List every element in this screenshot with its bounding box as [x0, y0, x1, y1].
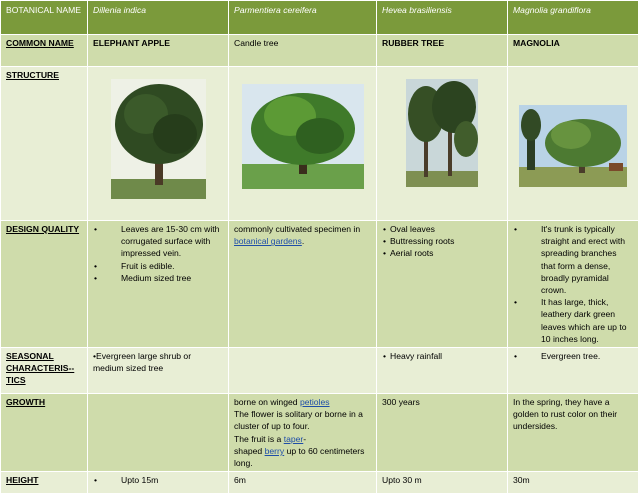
common-name-label: COMMON NAME — [1, 35, 88, 67]
growth-hevea: 300 years — [377, 394, 508, 472]
common-name-row — [1, 35, 638, 67]
growth-magnolia: In the spring, they have a golden to rust color on their undersides. — [508, 394, 638, 472]
height-dillenia — [88, 472, 229, 494]
structure-row — [1, 67, 638, 221]
hevea-tree-image — [377, 67, 508, 221]
design-quality-row — [1, 221, 638, 348]
species-magnolia: Magnolia grandiflora — [508, 1, 638, 35]
botanical-gardens-link[interactable]: botanical gardens — [234, 236, 302, 246]
magnolia-tree-image — [508, 67, 638, 221]
list-item: • Leaves are 15-30 cm with corrugated surface with impressed vein. — [93, 223, 223, 260]
seasonal-dillenia: •Evergreen large shrub or medium sized tree — [88, 348, 229, 394]
header-row — [1, 1, 638, 35]
seasonal-magnolia — [508, 348, 638, 394]
design-quality-label: DESIGN QUALITY — [1, 221, 88, 348]
list-item: • Heavy rainfall — [382, 350, 502, 362]
seasonal-row — [1, 348, 638, 394]
list-item: • Fruit is edible. — [93, 260, 223, 272]
common-name-hevea: RUBBER TREE — [377, 35, 508, 67]
seasonal-parmentiera — [229, 348, 377, 394]
growth-dillenia — [88, 394, 229, 472]
seasonal-label: SEASONAL CHARACTERIS--TICS — [1, 348, 88, 394]
structure-label: STRUCTURE — [1, 67, 88, 221]
height-magnolia: 30m — [508, 472, 638, 494]
species-parmentiera: Parmentiera cereifera — [229, 1, 377, 35]
design-quality-hevea — [377, 221, 508, 348]
height-parmentiera: 6m — [229, 472, 377, 494]
design-quality-parmentiera: commonly cultivated specimen in botanical gardens. — [229, 221, 377, 348]
botanical-name-label: BOTANICAL NAME — [1, 1, 88, 35]
design-quality-magnolia — [508, 221, 638, 348]
berry-link[interactable]: berry — [265, 446, 285, 456]
height-row — [1, 472, 638, 494]
growth-label: GROWTH — [1, 394, 88, 472]
species-dillenia: Dillenia indica — [88, 1, 229, 35]
common-name-dillenia: ELEPHANT APPLE — [88, 35, 229, 67]
petioles-link[interactable]: petioles — [300, 397, 330, 407]
design-quality-dillenia — [88, 221, 229, 348]
list-item: • Medium sized tree — [93, 272, 223, 284]
list-item: • Aerial roots — [382, 247, 502, 259]
common-name-magnolia: MAGNOLIA — [508, 35, 638, 67]
list-item: • Oval leaves — [382, 223, 502, 235]
height-hevea: Upto 30 m — [377, 472, 508, 494]
taper-link[interactable]: taper — [284, 434, 304, 444]
common-name-parmentiera: Candle tree — [229, 35, 377, 67]
list-item: • It's trunk is typically straight and erect with spreading branches that form a dense, broadly pyramidal crown. — [513, 223, 633, 296]
list-item: • It has large, thick, leathery dark green leaves which are up to 10 inches long. — [513, 296, 633, 345]
growth-row — [1, 394, 638, 472]
list-item: • Evergreen tree. — [513, 350, 633, 362]
list-item: • Buttressing roots — [382, 235, 502, 247]
dillenia-tree-image — [88, 67, 229, 221]
growth-parmentiera: borne on winged petioles The flower is solitary or borne in a cluster of up to four. The fruit is a taper- shaped berry up to 60 centimeters long. — [229, 394, 377, 472]
height-label: HEIGHT — [1, 472, 88, 494]
list-item: • Upto 15m — [93, 474, 223, 486]
species-hevea: Hevea brasiliensis — [377, 1, 508, 35]
seasonal-hevea — [377, 348, 508, 394]
parmentiera-tree-image — [229, 67, 377, 221]
